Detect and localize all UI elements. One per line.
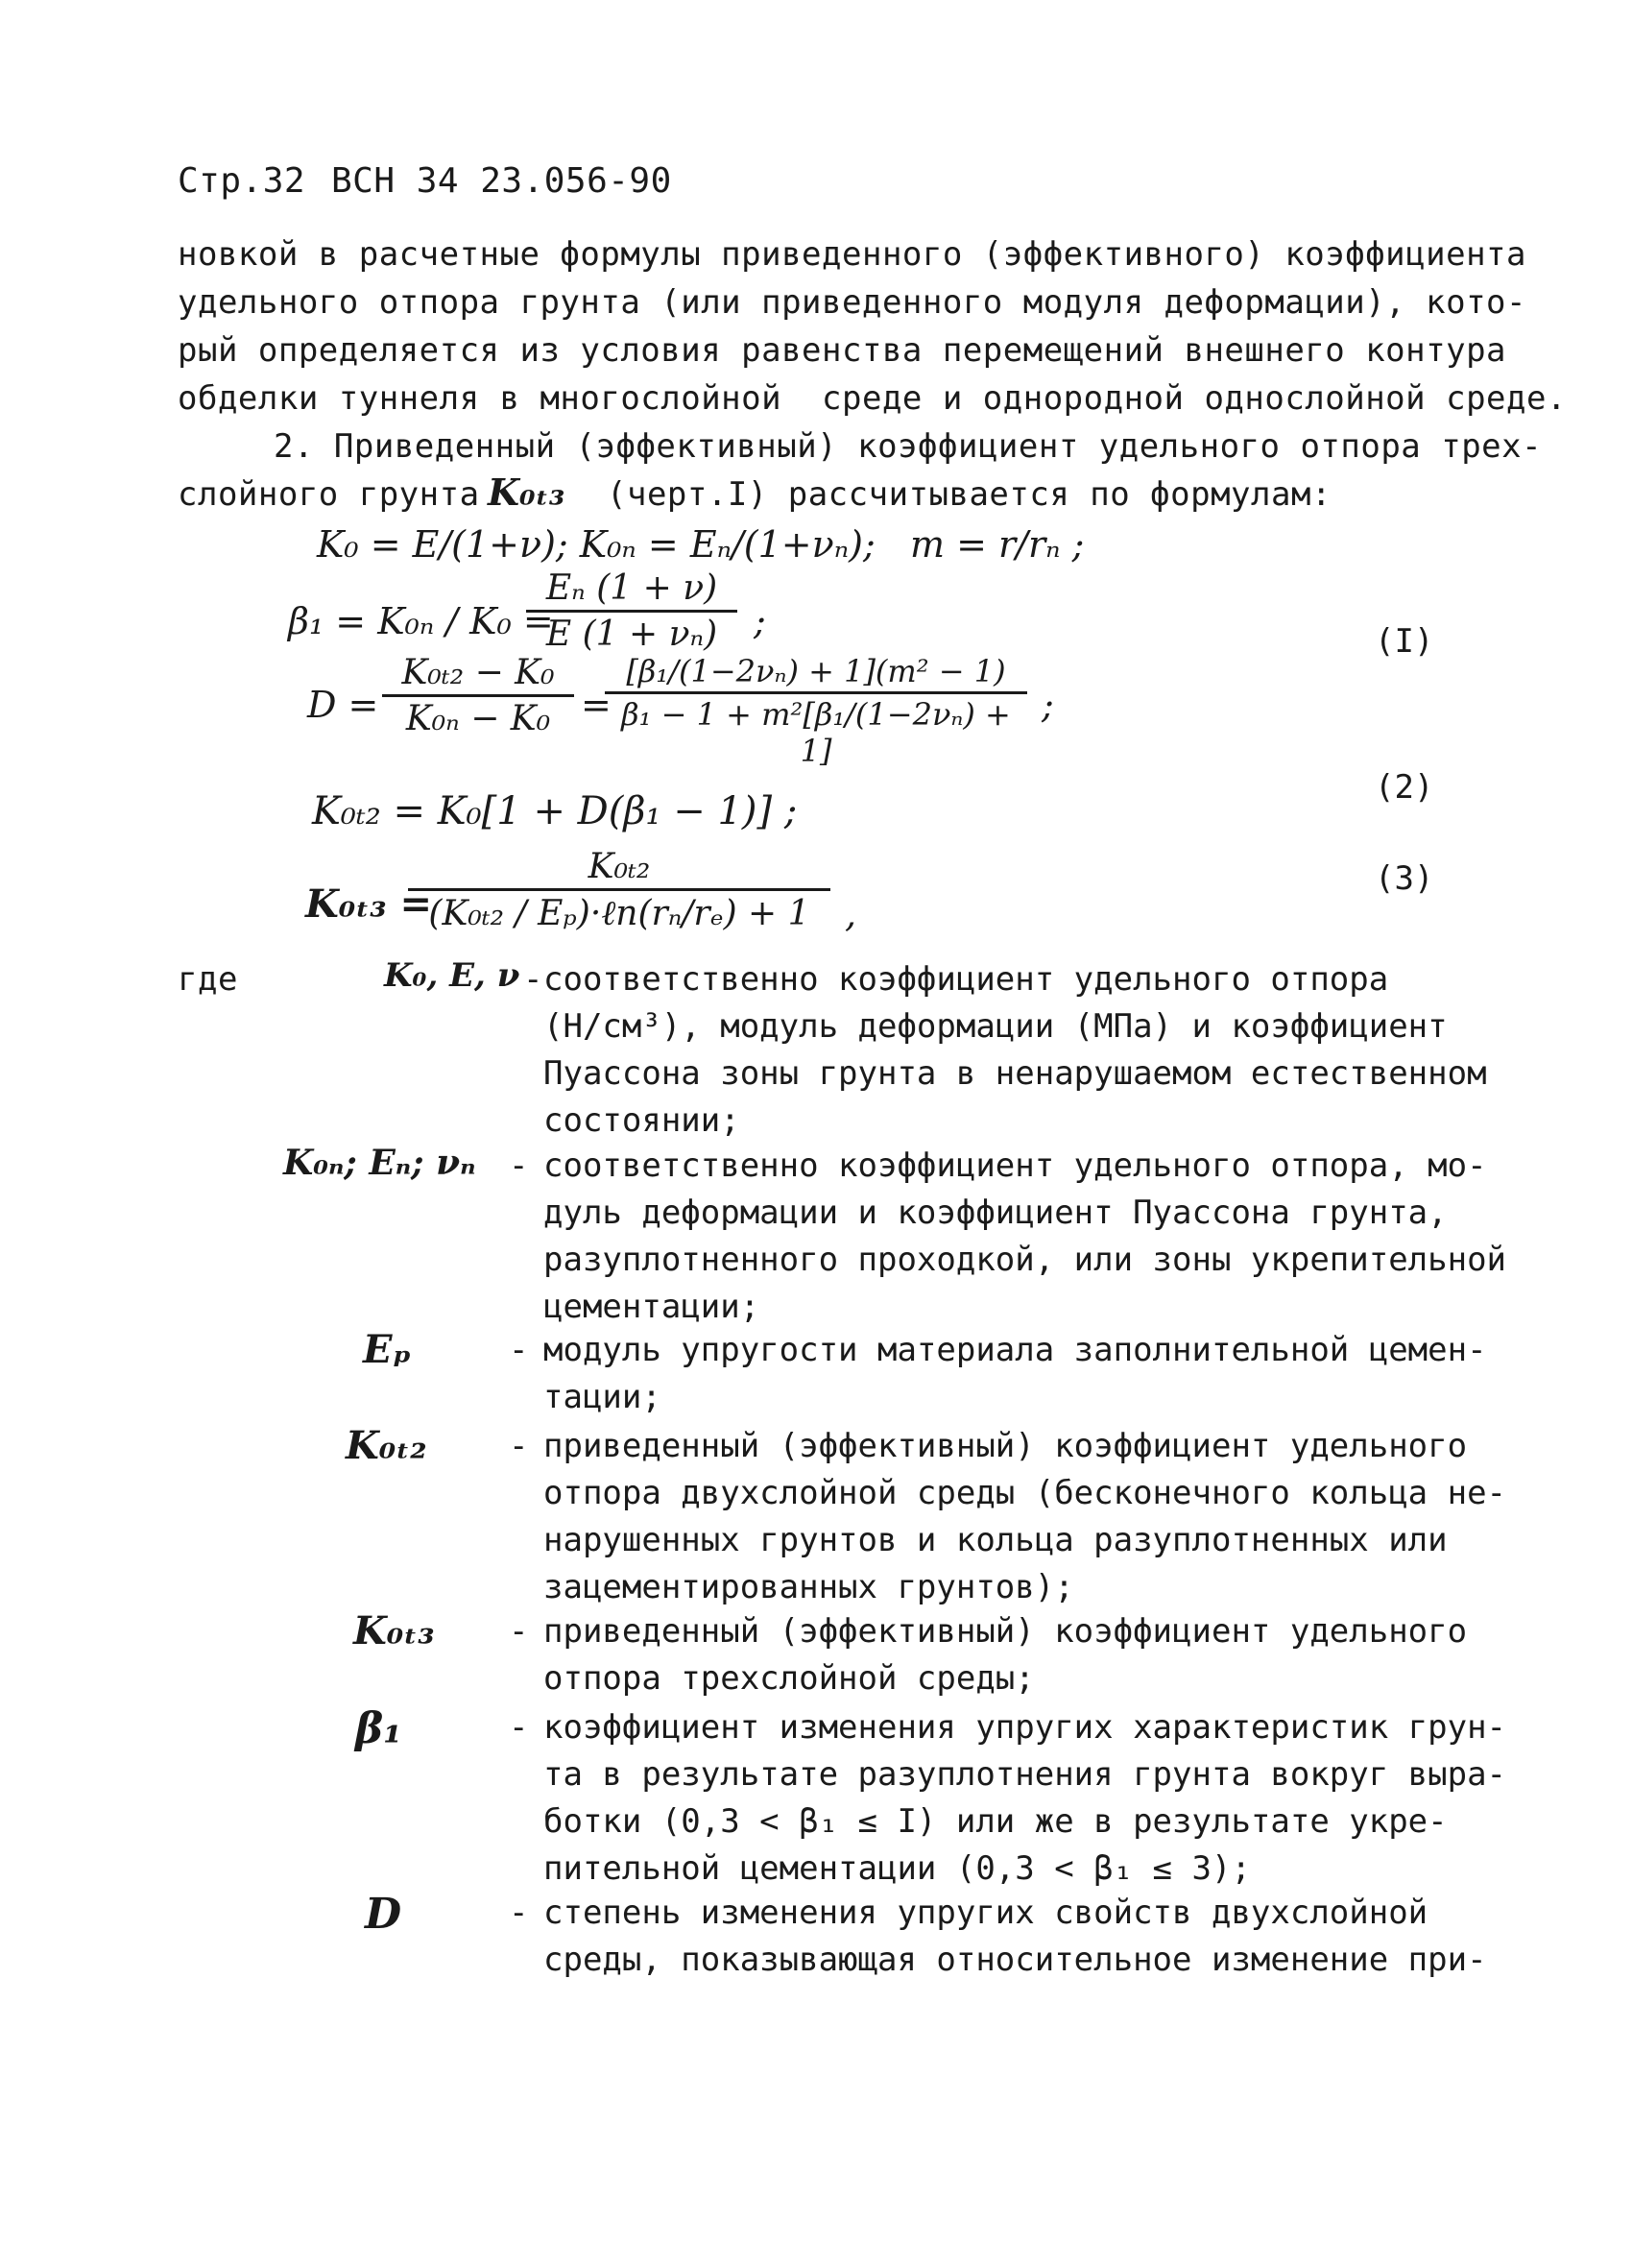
definition-line: отпора двухслойной среды (бесконечного кольца не- xyxy=(543,1474,1507,1512)
definition-symbol: K₀ₜ₂ xyxy=(346,1423,427,1468)
definition-line: тации; xyxy=(543,1378,661,1416)
definition-line: (Н/см³), модуль деформации (МПа) и коэффициент xyxy=(543,1007,1448,1046)
definition-line: разуплотненного проходкой, или зоны укрепительной xyxy=(543,1241,1507,1279)
definition-symbol: Eₚ xyxy=(363,1327,412,1372)
definition-dash: - xyxy=(523,960,543,999)
k3-formula-tail: , xyxy=(845,893,857,935)
definition-line: дуль деформации и коэффициент Пуассона грунта, xyxy=(543,1194,1448,1232)
definition-line: зацементированных грунтов); xyxy=(543,1568,1074,1606)
equation-number-1: (I) xyxy=(1375,622,1434,661)
definition-symbol: β₁ xyxy=(355,1704,402,1753)
definition-text xyxy=(543,1704,1523,1893)
k2-formula: K₀ₜ₂ = K₀[1 + D(β₁ − 1)] ; xyxy=(312,789,798,833)
equation-number-3: (3) xyxy=(1375,859,1434,898)
definition-line: соответственно коэффициент удельного отпора xyxy=(543,960,1389,999)
definition-dash: - xyxy=(509,1708,529,1747)
definition-line: коэффициент изменения упругих характеристик грун- xyxy=(543,1708,1507,1747)
k3-numerator: K₀ₜ₂ xyxy=(408,847,830,891)
definition-line: ботки (0,3 < β₁ ≤ I) или же в результате укре- xyxy=(543,1802,1448,1841)
definition-text xyxy=(543,1423,1523,1611)
k3-denominator: (K₀ₜ₂ / Eₚ)·ℓn(rₙ/rₑ) + 1 xyxy=(428,894,810,933)
intro-line: новкой в расчетные формулы приведенного (эффективного) коэффициента xyxy=(178,235,1526,274)
definition-line: соответственно коэффициент удельного отпора, мо- xyxy=(543,1146,1487,1185)
d-fraction-1 xyxy=(382,653,574,738)
d-formula-equals: = xyxy=(581,684,612,726)
definition-line: среды, показывающая относительное изменение при- xyxy=(543,1941,1487,1979)
definition-line: приведенный (эффективный) коэффициент удельного xyxy=(543,1427,1468,1465)
beta-formula-tail: ; xyxy=(754,600,766,642)
definition-dash: - xyxy=(509,1894,529,1932)
d-numerator-1: K₀ₜ₂ − K₀ xyxy=(382,653,574,697)
formula-line-1: K₀ = E/(1+ν); K₀ₙ = Eₙ/(1+νₙ); m = r/rₙ ; xyxy=(317,523,1085,566)
definition-dash: - xyxy=(509,1146,529,1185)
definition-line: та в результате разуплотнения грунта вокруг выра- xyxy=(543,1755,1507,1794)
d-numerator-2: [β₁/(1−2νₙ) + 1](m² − 1) xyxy=(605,653,1027,694)
d-formula-lhs: D = xyxy=(307,684,379,726)
para2-line: (черт.I) рассчитывается по формулам: xyxy=(607,475,1332,514)
definition-line: приведенный (эффективный) коэффициент удельного xyxy=(543,1612,1468,1651)
definition-text xyxy=(543,1327,1523,1421)
page-label: Стр.32 xyxy=(178,161,306,201)
definition-text xyxy=(543,1890,1523,1984)
para2-line: слойного грунта xyxy=(178,475,480,514)
definition-symbol: K₀ₙ; Eₙ; νₙ xyxy=(283,1143,476,1183)
d-fraction-2 xyxy=(605,653,1027,769)
beta-denominator: E (1 + νₙ) xyxy=(545,615,718,654)
para2-symbol: K₀ₜ₃ xyxy=(488,470,565,514)
definition-line: Пуассона зоны грунта в ненарушаемом естественном xyxy=(543,1054,1487,1093)
document-code: ВСН 34 23.056-90 xyxy=(331,161,672,201)
definition-dash: - xyxy=(509,1612,529,1651)
definition-line: отпора трехслойной среды; xyxy=(543,1659,1035,1698)
definition-text xyxy=(543,1143,1523,1331)
intro-line: рый определяется из условия равенства перемещений внешнего контура xyxy=(178,331,1507,370)
k3-fraction xyxy=(408,847,830,933)
equation-number-2: (2) xyxy=(1375,768,1434,807)
d-denominator-2: β₁ − 1 + m²[β₁/(1−2νₙ) + 1] xyxy=(621,696,1011,769)
d-formula-tail: ; xyxy=(1042,684,1054,726)
definition-dash: - xyxy=(509,1427,529,1465)
definition-line: модуль упругости материала заполнительной цемен- xyxy=(543,1331,1487,1369)
beta-formula-lhs: β₁ = K₀ₙ / K₀ = xyxy=(288,600,554,642)
d-denominator-1: K₀ₙ − K₀ xyxy=(405,699,551,738)
beta-numerator: Eₙ (1 + ν) xyxy=(526,568,737,613)
definition-text xyxy=(543,1608,1523,1702)
definition-line: цементации; xyxy=(543,1288,760,1326)
definition-symbol: K₀, E, ν xyxy=(384,956,520,995)
definition-symbol: K₀ₜ₃ xyxy=(353,1608,435,1653)
definition-line: состоянии; xyxy=(543,1101,740,1140)
definition-dash: - xyxy=(509,1331,529,1369)
definition-line: нарушенных грунтов и кольца разуплотненных или xyxy=(543,1521,1448,1559)
k3-formula-lhs: K₀ₜ₃ = xyxy=(305,881,433,927)
where-label: где xyxy=(178,960,238,999)
definition-text xyxy=(543,956,1523,1145)
intro-line: удельного отпора грунта (или приведенного модуля деформации), кото- xyxy=(178,283,1526,322)
definition-symbol: D xyxy=(365,1890,402,1939)
para2-line: 2. Приведенный (эффективный) коэффициент удельного отпора трех- xyxy=(274,427,1543,466)
beta-fraction xyxy=(526,568,737,654)
definition-line: пительной цементации (0,3 < β₁ ≤ 3); xyxy=(543,1849,1251,1888)
definition-line: степень изменения упругих свойств двухслойной xyxy=(543,1894,1428,1932)
intro-line: обделки туннеля в многослойной среде и однородной однослойной среде. xyxy=(178,379,1567,418)
